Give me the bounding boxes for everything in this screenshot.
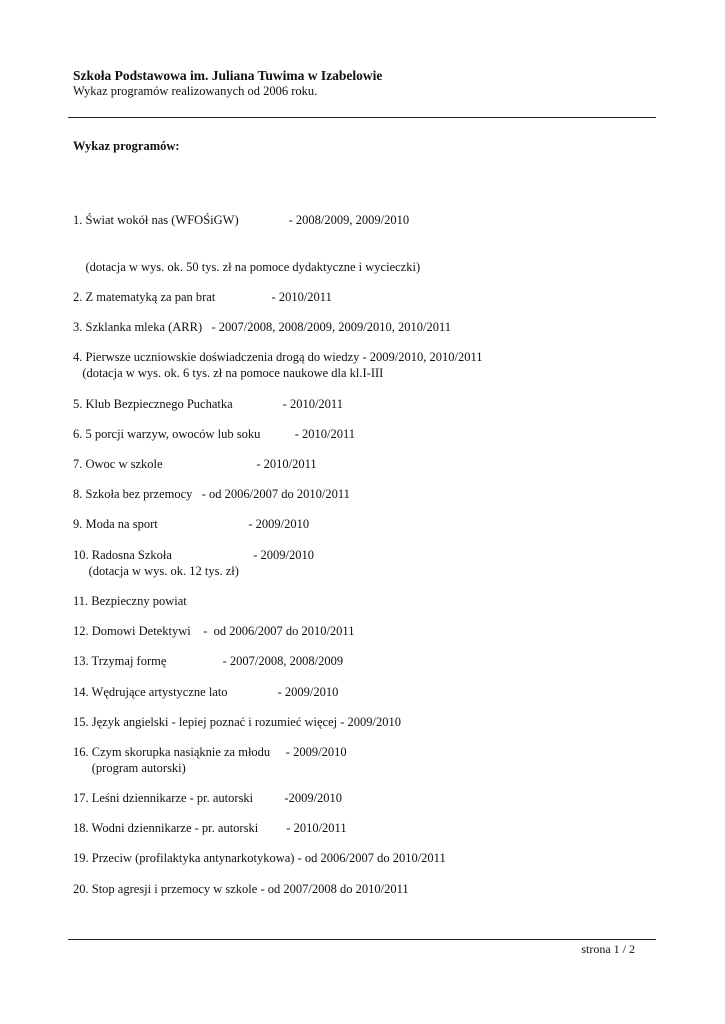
page-number: strona 1 / 2: [581, 942, 635, 956]
program-item-10: 10. Radosna Szkoła - 2009/2010: [73, 548, 314, 562]
footer-divider: [68, 939, 656, 940]
program-item-7: 7. Owoc w szkole - 2010/2011: [73, 457, 317, 471]
program-item-17: 17. Leśni dziennikarze - pr. autorski -2009/2010: [73, 791, 343, 805]
program-item-3: 3. Szklanka mleka (ARR) - 2007/2008, 2008/2009, 2009/2010, 2010/2011: [73, 320, 451, 334]
program-item-4: 4. Pierwsze uczniowskie doświadczenia drogą do wiedzy - 2009/2010, 2010/2011: [73, 350, 483, 364]
program-note-10: (dotacja w wys. ok. 12 tys. zł): [73, 564, 239, 578]
program-item-15: 15. Język angielski - lepiej poznać i rozumieć więcej - 2009/2010: [73, 715, 402, 729]
program-item-19: 19. Przeciw (profilaktyka antynarkotykowa) - od 2006/2007 do 2010/2011: [73, 851, 446, 865]
program-item-20: 20. Stop agresji i przemocy w szkole - od 2007/2008 do 2010/2011: [73, 882, 409, 896]
header-divider: [68, 117, 656, 118]
program-item-12: 12. Domowi Detektywi - od 2006/2007 do 2010/2011: [73, 624, 355, 638]
program-note-16: (program autorski): [73, 761, 186, 775]
document-title: Szkoła Podstawowa im. Juliana Tuwima w Izabelowie: [73, 68, 383, 83]
program-note-4: (dotacja w wys. ok. 6 tys. zł na pomoce naukowe dla kl.I-III: [73, 366, 384, 380]
program-item-16: 16. Czym skorupka nasiąknie za młodu - 2009/2010: [73, 745, 347, 759]
program-item-18: 18. Wodni dziennikarze - pr. autorski - 2010/2011: [73, 821, 347, 835]
program-item-11: 11. Bezpieczny powiat: [73, 594, 187, 608]
program-item-8: 8. Szkoła bez przemocy - od 2006/2007 do 2010/2011: [73, 487, 350, 501]
program-item-13: 13. Trzymaj formę - 2007/2008, 2008/2009: [73, 654, 344, 668]
program-item-9: 9. Moda na sport - 2009/2010: [73, 517, 310, 531]
program-item-1: 1. Świat wokół nas (WFOŚiGW) - 2008/2009, 2009/2010: [73, 213, 410, 227]
program-item-5: 5. Klub Bezpiecznego Puchatka - 2010/2011: [73, 397, 343, 411]
document-subtitle: Wykaz programów realizowanych od 2006 roku.: [73, 84, 318, 98]
program-note-1: (dotacja w wys. ok. 50 tys. zł na pomoce dydaktyczne i wycieczki): [73, 260, 421, 274]
section-title: Wykaz programów:: [73, 139, 180, 153]
program-item-14: 14. Wędrujące artystyczne lato - 2009/2010: [73, 685, 339, 699]
program-item-2: 2. Z matematyką za pan brat - 2010/2011: [73, 290, 332, 304]
program-item-6: 6. 5 porcji warzyw, owoców lub soku - 2010/2011: [73, 427, 356, 441]
